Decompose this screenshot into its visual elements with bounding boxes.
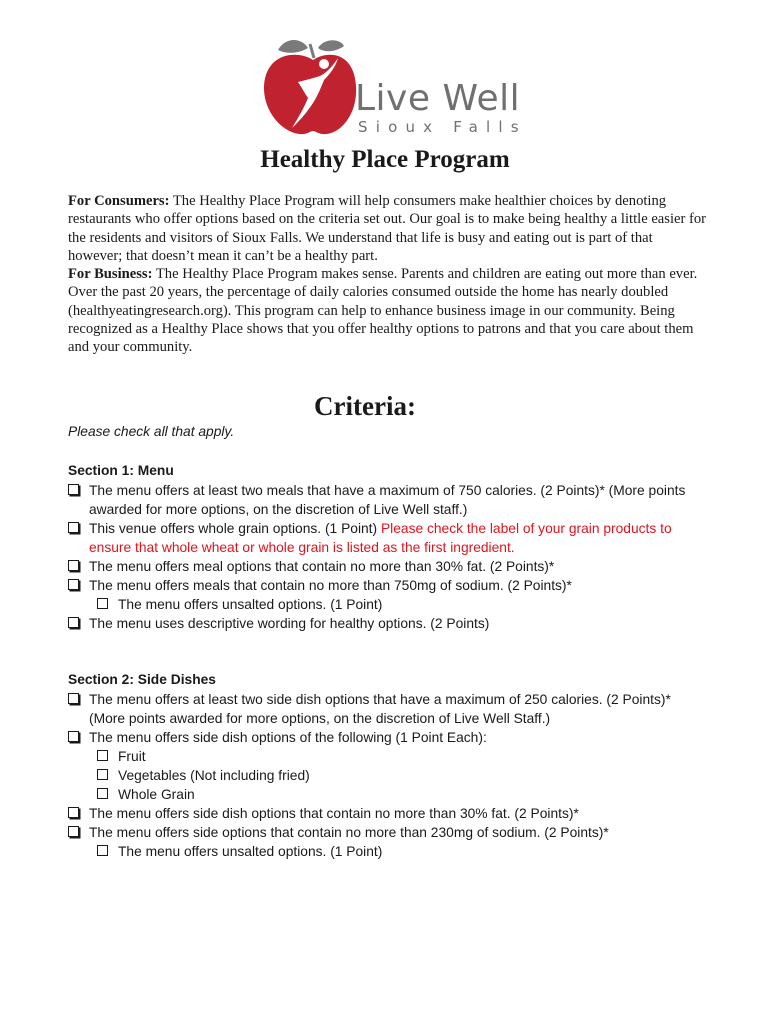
checklist-subitem <box>68 747 708 766</box>
section-side-dishes <box>68 670 708 861</box>
checklist-item <box>68 557 708 576</box>
item-text: The menu offers meal options that contain no more than 30% fat. (2 Points)* <box>89 559 555 574</box>
instruction-text: Please check all that apply. <box>68 424 235 439</box>
item-text: Vegetables (Not including fried) <box>118 768 310 783</box>
checkbox[interactable] <box>97 769 108 780</box>
checkbox[interactable] <box>97 788 108 799</box>
checkbox[interactable] <box>68 617 79 628</box>
checkbox[interactable] <box>97 750 108 761</box>
checkbox[interactable] <box>68 731 79 742</box>
checkbox[interactable] <box>68 579 79 590</box>
item-text: Fruit <box>118 749 146 764</box>
checklist-item <box>68 614 708 633</box>
checkbox[interactable] <box>97 845 108 856</box>
consumers-paragraph <box>68 192 708 265</box>
item-text: The menu offers at least two side dish options that have a maximum of 250 calories. (2 Points)* (More points awarded for more options, on the discretion of Live Well Staff.) <box>89 692 671 726</box>
checkbox[interactable] <box>68 807 79 818</box>
checklist-item <box>68 576 708 595</box>
checkbox[interactable] <box>68 826 79 837</box>
section-title: Section 2: Side Dishes <box>68 672 216 687</box>
brand-subtitle: Sioux Falls <box>358 118 527 136</box>
checkbox[interactable] <box>68 522 79 533</box>
section-title: Section 1: Menu <box>68 463 174 478</box>
item-text: The menu offers unsalted options. (1 Point) <box>118 597 383 612</box>
item-text: The menu offers side dish options of the following (1 Point Each): <box>89 730 487 745</box>
checklist-subitem <box>68 785 708 804</box>
checklist-item <box>68 481 708 519</box>
item-text: The menu uses descriptive wording for healthy options. (2 Points) <box>89 616 490 631</box>
item-text: The menu offers unsalted options. (1 Point) <box>118 844 383 859</box>
checkbox[interactable] <box>68 560 79 571</box>
business-paragraph <box>68 265 708 356</box>
business-text: The Healthy Place Program makes sense. Parents and children are eating out more than ever. Over the past 20 years, the percentage of daily calories consumed outside the home has nearly doubled (healthyeatingresearch.org). This program can help to enhance business image in our community. Being recognized as a Healthy Place shows that you offer healthy options to patrons and that you care about them and your community. <box>68 266 698 356</box>
consumers-text: The Healthy Place Program will help consumers make healthier choices by denoting restaurants who offer options based on the criteria set out. Our goal is to make being healthy a little easier for the residents and visitors of Sioux Falls. We understand that life is busy and eating out is part of that however; that doesn’t mean it can’t be a healthy part. <box>68 193 707 264</box>
item-text: The menu offers side options that contain no more than 230mg of sodium. (2 Points)* <box>89 825 609 840</box>
checklist-item <box>68 690 708 728</box>
item-text <box>89 519 708 557</box>
checkbox[interactable] <box>68 484 79 495</box>
item-main-text: This venue offers whole grain options. (1 Point) <box>89 521 381 536</box>
checkbox[interactable] <box>97 598 108 609</box>
checklist-item <box>68 804 708 823</box>
item-text: Whole Grain <box>118 787 195 802</box>
item-text: The menu offers side dish options that contain no more than 30% fat. (2 Points)* <box>89 806 579 821</box>
apple-logo-icon <box>258 34 368 140</box>
section-menu <box>68 461 708 633</box>
checklist-subitem <box>68 595 708 614</box>
business-label: For Business: <box>68 266 153 283</box>
intro-text <box>68 192 708 357</box>
checklist <box>68 481 708 633</box>
item-text: The menu offers at least two meals that have a maximum of 750 calories. (2 Points)* (More points awarded for more options, on the discretion of Live Well staff.) <box>89 483 686 517</box>
checklist-subitem <box>68 842 708 861</box>
checklist-item <box>68 728 708 747</box>
consumers-label: For Consumers: <box>68 193 170 209</box>
page-title: Healthy Place Program <box>260 146 510 173</box>
checklist-subitem <box>68 766 708 785</box>
checkbox[interactable] <box>68 693 79 704</box>
criteria-heading: Criteria: <box>314 391 416 421</box>
brand-title: Live Well <box>355 78 521 119</box>
item-text: The menu offers meals that contain no more than 750mg of sodium. (2 Points)* <box>89 578 572 593</box>
checklist-item <box>68 519 708 557</box>
checklist-item <box>68 823 708 842</box>
item-note: Please check the label of your grain products to ensure that whole wheat or whole grain is listed as the first ingredient. <box>89 521 672 555</box>
checklist <box>68 690 708 861</box>
